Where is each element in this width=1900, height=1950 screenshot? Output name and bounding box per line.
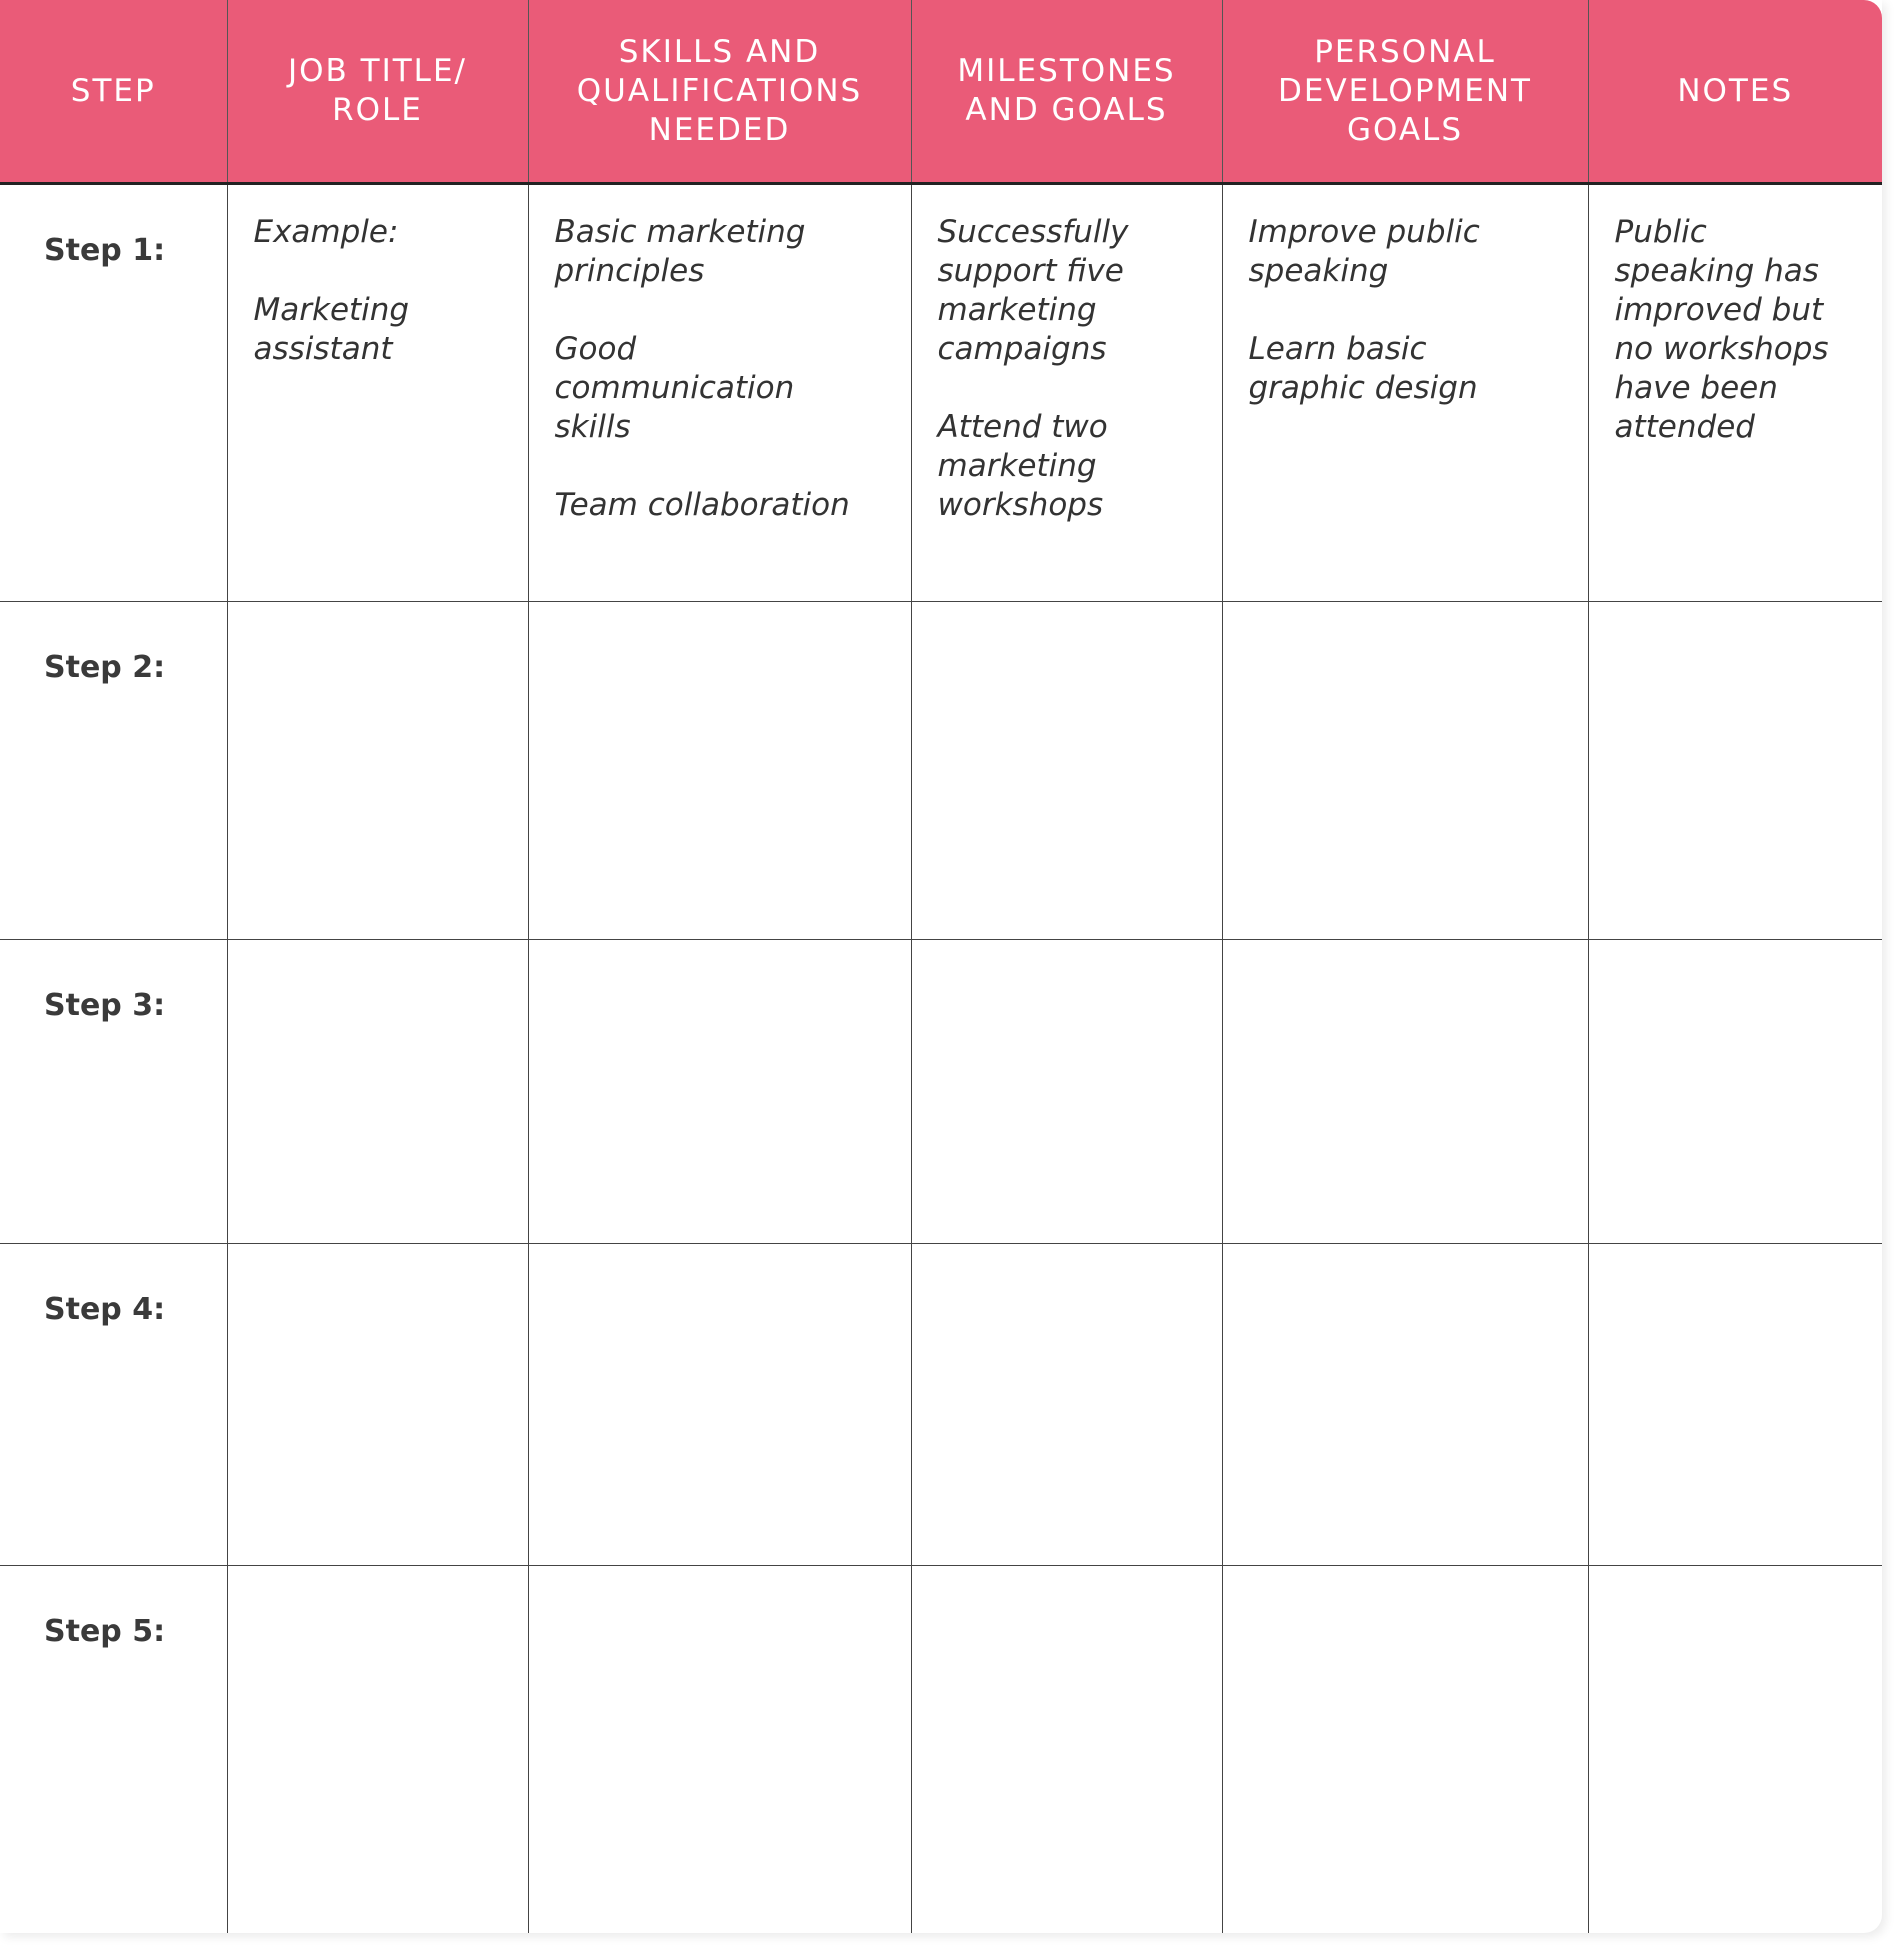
skills-cell[interactable] [528,1566,911,1934]
table-row [0,1244,1882,1566]
job-title-cell[interactable] [227,602,528,940]
header-step: STEP [0,0,227,184]
cell-text: Basic marketing principles Good communication skills Team collaboration [554,214,850,523]
notes-cell[interactable] [1588,1244,1882,1566]
step-cell [0,602,227,940]
cell-text: Successfully support five marketing campaigns Attend two marketing workshops [937,214,1129,523]
header-personal-development-goals: PERSONAL DEVELOPMENT GOALS [1222,0,1588,184]
step-label: Step 2: [44,650,166,685]
header-row [0,0,1882,184]
personal-goals-cell[interactable] [1222,184,1588,602]
table-row [0,184,1882,602]
notes-cell[interactable] [1588,1566,1882,1934]
step-cell [0,184,227,602]
notes-cell[interactable] [1588,940,1882,1244]
job-title-cell[interactable] [227,184,528,602]
milestones-cell[interactable] [911,602,1222,940]
notes-cell[interactable] [1588,602,1882,940]
personal-goals-cell[interactable] [1222,1244,1588,1566]
step-label: Step 4: [44,1292,166,1327]
job-title-cell[interactable] [227,940,528,1244]
table-row [0,1566,1882,1934]
table-row [0,940,1882,1244]
personal-goals-cell[interactable] [1222,602,1588,940]
step-cell [0,1566,227,1934]
skills-cell[interactable] [528,602,911,940]
personal-goals-cell[interactable] [1222,940,1588,1244]
notes-cell[interactable] [1588,184,1882,602]
milestones-cell[interactable] [911,184,1222,602]
header-milestones-goals: MILESTONES AND GOALS [911,0,1222,184]
skills-cell[interactable] [528,1244,911,1566]
cell-text: Improve public speaking Learn basic graphic design [1248,214,1480,406]
step-label: Step 1: [44,233,166,268]
step-label: Step 5: [44,1614,166,1649]
header-job-title-role: JOB TITLE/ ROLE [227,0,528,184]
skills-cell[interactable] [528,940,911,1244]
table-row [0,602,1882,940]
step-label: Step 3: [44,988,166,1023]
cell-text: Example: Marketing assistant [253,214,410,367]
step-cell [0,940,227,1244]
header-skills-qualifications: SKILLS AND QUALIFICATIONS NEEDED [528,0,911,184]
milestones-cell[interactable] [911,1566,1222,1934]
personal-goals-cell[interactable] [1222,1566,1588,1934]
milestones-cell[interactable] [911,1244,1222,1566]
header-notes: NOTES [1588,0,1882,184]
job-title-cell[interactable] [227,1566,528,1934]
milestones-cell[interactable] [911,940,1222,1244]
job-title-cell[interactable] [227,1244,528,1566]
skills-cell[interactable] [528,184,911,602]
cell-text: Public speaking has improved but no workshops have been attended [1614,214,1829,445]
step-cell [0,1244,227,1566]
